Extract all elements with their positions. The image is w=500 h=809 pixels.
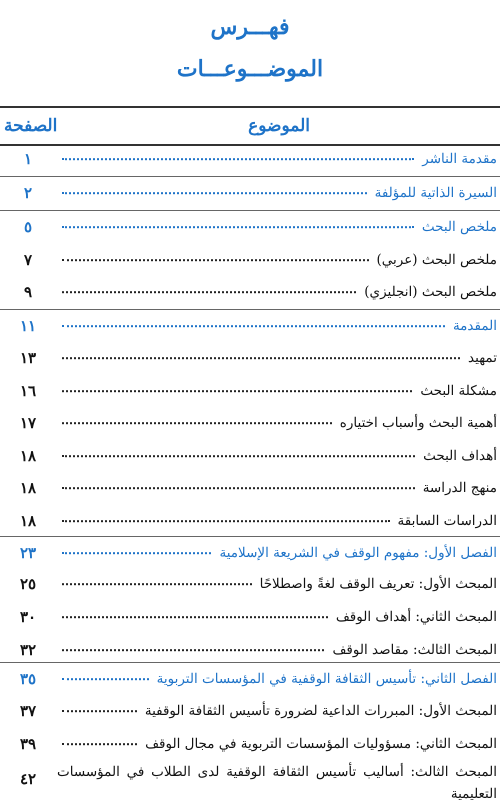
dot-leader (62, 616, 328, 618)
topic-column-header: الموضوع (248, 116, 310, 136)
toc-page-number: ٣٥ (19, 670, 37, 688)
toc-entry-row[interactable] (0, 439, 500, 473)
toc-entry-row[interactable] (0, 406, 500, 440)
toc-entry-title: المبحث الثالث: مقاصد الوقف (332, 642, 497, 658)
toc-page-number: ٢٣ (19, 544, 37, 562)
index-title: فهـــرس (210, 14, 290, 40)
toc-entry-title: منهج الدراسة (422, 480, 497, 496)
toc-page-number: ٢٥ (19, 575, 37, 593)
toc-page-number: ٢ (23, 184, 33, 202)
dot-leader (62, 291, 356, 293)
toc-page-number: ٥ (23, 218, 33, 236)
toc-entry-title: المبحث الثاني: أهداف الوقف (335, 609, 497, 625)
toc-section-row[interactable] (0, 142, 500, 176)
dot-leader (62, 390, 412, 392)
toc-entry-row[interactable] (0, 275, 500, 309)
toc-entry-row[interactable] (0, 471, 500, 505)
toc-entry-row[interactable] (0, 243, 500, 277)
toc-entry-title: الفصل الثاني: تأسيس الثقافة الوقفية في المؤسسات التربوية (156, 671, 497, 687)
toc-entry-title: أهداف البحث (423, 448, 497, 464)
toc-entry-row[interactable] (0, 341, 500, 375)
dot-leader (62, 487, 415, 489)
toc-entry-title: السيرة الذاتية للمؤلفة (374, 185, 497, 201)
toc-entry-title: تمهيد (468, 350, 497, 366)
dot-leader (62, 520, 390, 522)
dot-leader (62, 158, 414, 160)
toc-section-row[interactable] (0, 210, 500, 244)
toc-entry-row[interactable] (0, 567, 500, 601)
dot-leader (62, 743, 137, 745)
toc-page-number: ١ (23, 150, 33, 168)
table-header (0, 106, 500, 146)
toc-entry-title: المبحث الأول: تعريف الوقف لغةً واصطلاحًا (259, 576, 497, 592)
dot-leader (62, 552, 211, 554)
toc-section-row[interactable] (0, 309, 500, 343)
dot-leader (62, 678, 149, 680)
dot-leader (62, 325, 445, 327)
toc-page-number: ١٨ (19, 512, 37, 530)
toc-entry-title: مشكلة البحث (420, 383, 497, 399)
toc-entry-title: أهمية البحث وأسباب اختياره (339, 415, 497, 431)
toc-page-number: ١١ (19, 317, 37, 335)
toc-entry-row[interactable] (0, 727, 500, 761)
dot-leader (62, 455, 415, 457)
toc-page-number: ١٨ (19, 479, 37, 497)
dot-leader (62, 583, 252, 585)
toc-entry-title: مقدمة الناشر (422, 151, 497, 167)
toc-entry-title: الدراسات السابقة (397, 513, 497, 529)
dot-leader (62, 259, 369, 261)
dot-leader (62, 710, 137, 712)
toc-section-row[interactable] (0, 536, 500, 570)
toc-page-number: ٣٢ (19, 641, 37, 659)
toc-entry-title: ملخص البحث (عربي) (376, 252, 497, 268)
toc-page-number: ١٧ (19, 414, 37, 432)
dot-leader (62, 649, 324, 651)
dot-leader (62, 422, 332, 424)
toc-entry-title: ملخص البحث (انجليزي) (364, 284, 497, 300)
toc-entry-title: المقدمة (452, 318, 497, 334)
toc-entry-title: ملخص البحث (421, 219, 497, 235)
dot-leader (62, 357, 460, 359)
toc-entry-title: المبحث الأول: المبررات الداعية لضرورة تأسيس الثقافة الوقفية (144, 703, 497, 719)
toc-entry-row[interactable] (0, 600, 500, 634)
toc-entry-title: المبحث الثاني: مسؤوليات المؤسسات التربوية في مجال الوقف (145, 736, 497, 752)
topics-subtitle: الموضـــوعـــات (176, 56, 324, 82)
toc-page-number: ١٨ (19, 447, 37, 465)
toc-page-number: ٤٢ (19, 770, 37, 788)
toc-page-number: ١٦ (19, 382, 37, 400)
toc-entry-title: الفصل الأول: مفهوم الوقف في الشريعة الإسلامية (219, 545, 497, 561)
page-column-header: الصفحة (4, 116, 58, 136)
toc-entry-row[interactable] (0, 504, 500, 538)
dot-leader (62, 192, 367, 194)
toc-page-number: ٣٧ (19, 702, 37, 720)
toc-page-number: ٣٠ (19, 608, 37, 626)
toc-section-row[interactable] (0, 176, 500, 210)
toc-entry-row[interactable] (0, 757, 500, 801)
toc-entry-title: المبحث الثالث: أساليب تأسيس الثقافة الوقفية لدى الطلاب في المؤسسات التعليمية (57, 764, 497, 802)
toc-page-number: ٣٩ (19, 735, 37, 753)
toc-page-number: ١٣ (19, 349, 37, 367)
toc-page-number: ٩ (23, 283, 33, 301)
dot-leader (62, 226, 414, 228)
toc-entry-row[interactable] (0, 374, 500, 408)
toc-entry-row[interactable] (0, 694, 500, 728)
toc-page-number: ٧ (23, 251, 33, 269)
toc-section-row[interactable] (0, 662, 500, 696)
